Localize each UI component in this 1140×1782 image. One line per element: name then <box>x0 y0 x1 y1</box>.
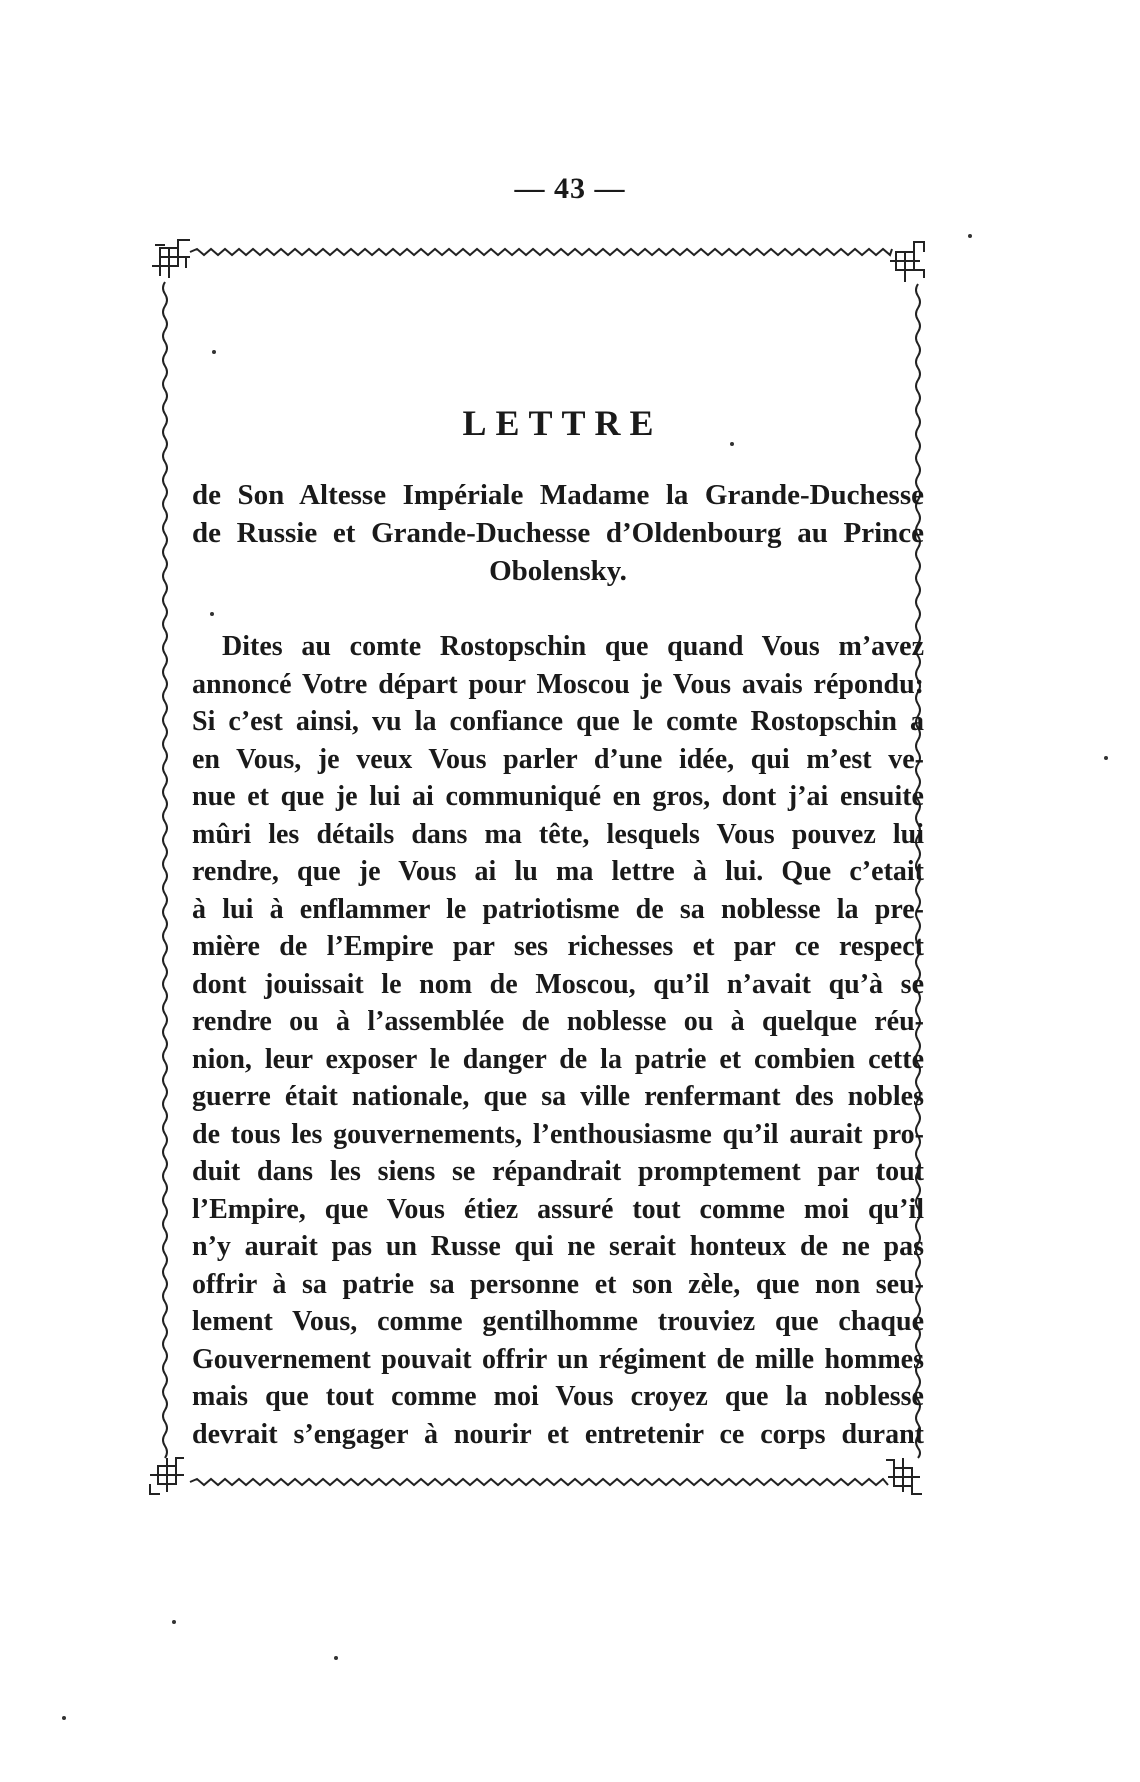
border-top-wave <box>190 249 892 255</box>
body-line: à lui à enflammer le patriotisme de sa noblesse la pre- <box>192 893 924 925</box>
speck <box>1104 756 1108 760</box>
speck <box>968 234 972 238</box>
body-line: mûri les détails dans ma tête, lesquels Vous pouvez lui <box>192 818 924 850</box>
subtitle-line: de Son Altesse Impériale Madame la Grande-Duchesse <box>192 479 924 511</box>
letter-content <box>192 398 924 1453</box>
corner-ornament-bottom-left <box>150 1458 184 1494</box>
body-line: Dites au comte Rostopschin que quand Vous m’avez <box>222 631 924 662</box>
body-line: rendre ou à l’assemblée de noblesse ou à quelque réu- <box>192 1006 924 1037</box>
body-line: duit dans les siens se répandrait promptement par tout <box>192 1156 924 1187</box>
body-line: mière de l’Empire par ses richesses et par ce respect <box>192 931 924 962</box>
speck <box>172 1620 176 1624</box>
body-line: Gouvernement pouvait offrir un régiment de mille hommes <box>192 1343 924 1375</box>
speck <box>62 1716 66 1720</box>
body-line: guerre était nationale, que sa ville renfermant des nobles <box>192 1081 924 1112</box>
body-line: rendre, que je Vous ai lu ma lettre à lui. Que c’etait <box>192 856 924 887</box>
corner-ornament-top-right <box>890 242 924 282</box>
speck <box>730 442 734 446</box>
body-line: devrait s’engager à nourir et entretenir ce corps durant <box>192 1418 924 1450</box>
speck <box>212 350 216 354</box>
body-line: mais que tout comme moi Vous croyez que la noblesse <box>192 1381 924 1412</box>
body-line: n’y aurait pas un Russe qui ne serait honteux de ne pas <box>192 1231 924 1262</box>
speck <box>210 612 214 616</box>
corner-ornament-top-left <box>152 240 190 278</box>
body-line: offrir à sa patrie sa personne et son zèle, que non seu- <box>192 1268 924 1300</box>
body-line: l’Empire, que Vous étiez assuré tout comme moi qu’il <box>192 1193 924 1225</box>
letter-subtitle <box>192 476 924 590</box>
border-bottom-wave <box>190 1479 888 1485</box>
letter-body <box>192 628 924 1453</box>
body-line: en Vous, je veux Vous parler d’une idée, qui m’est ve- <box>192 743 924 775</box>
body-line: nue et que je lui ai communiqué en gros, dont j’ai ensuite <box>192 781 924 812</box>
corner-ornament-bottom-right <box>886 1458 922 1494</box>
letter-title: LETTRE <box>462 403 663 443</box>
subtitle-line: de Russie et Grande-Duchesse d’Oldenbourg au Prince <box>192 517 924 549</box>
subtitle-line: Obolensky. <box>489 555 627 587</box>
body-line: nion, leur exposer le danger de la patrie et combien cette <box>192 1043 924 1075</box>
body-line: Si c’est ainsi, vu la confiance que le comte Rostopschin a <box>192 706 924 737</box>
body-line: dont jouissait le nom de Moscou, qu’il n’avait qu’à se <box>192 968 924 1000</box>
body-line: lement Vous, comme gentilhomme trouviez que chaque <box>192 1306 924 1337</box>
border-left-wave <box>163 282 167 1458</box>
speck <box>334 1656 338 1660</box>
page-number: — 43 — <box>514 172 626 205</box>
body-line: de tous les gouvernements, l’enthousiasme qu’il aurait pro- <box>192 1118 924 1150</box>
body-line: annoncé Votre départ pour Moscou je Vous avais répondu: <box>192 668 924 700</box>
